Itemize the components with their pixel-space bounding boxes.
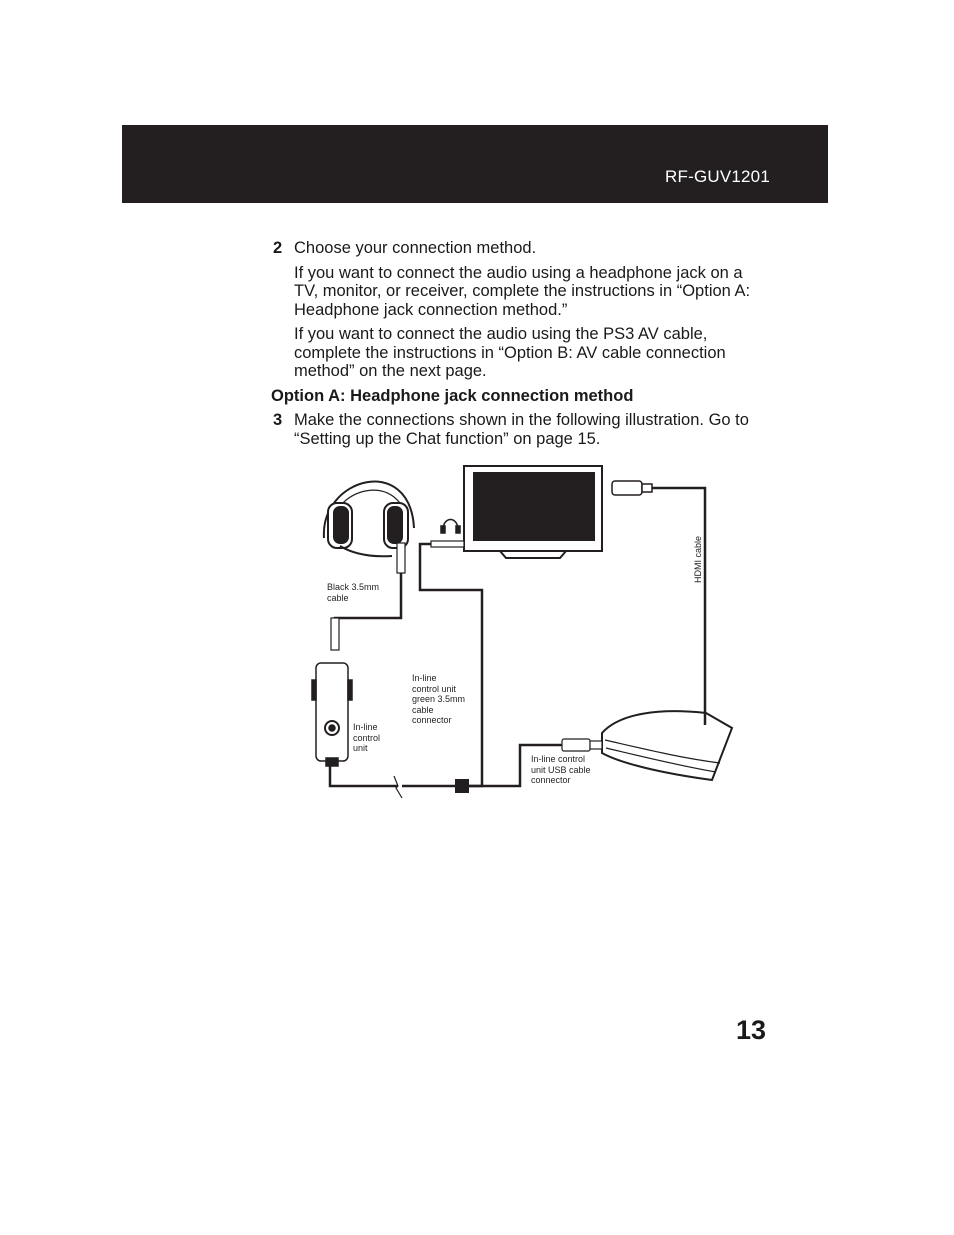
tv-icon [464, 466, 602, 558]
page-number: 13 [736, 1015, 767, 1045]
console-icon [602, 711, 732, 780]
option-b-paragraph: If you want to connect the audio using the PS3 AV cable, complete the instructions in “Option B: AV cable connection method” on the next page. [294, 325, 726, 380]
model-number: RF-GUV1201 [665, 167, 770, 186]
step-text: Choose your connection method. [294, 239, 537, 257]
instructions [271, 239, 771, 454]
step-2 [271, 239, 771, 381]
black-cable-label: Black 3.5mm cable [327, 582, 380, 603]
hdmi-plug-icon [612, 481, 652, 495]
headphone-jack-icon [441, 520, 460, 534]
control-unit-icon [312, 663, 352, 766]
step-number: 3 [273, 411, 283, 429]
step-text: Make the connections shown in the following illustration. Go to “Setting up the Chat function” on page 15. [294, 411, 749, 448]
hdmi-cable-label: HDMI cable [693, 535, 703, 583]
control-unit-label: In-line control unit [353, 722, 381, 753]
step-3 [271, 411, 771, 448]
step-number: 2 [273, 239, 283, 257]
section-heading: Option A: Headphone jack connection method [271, 386, 634, 405]
connection-illustration [300, 458, 760, 803]
option-a-paragraph: If you want to connect the audio using a headphone jack on a TV, monitor, or receiver, complete the instructions in “Option A: Headphone jack connection method.” [294, 263, 751, 319]
usb-plug-icon [562, 739, 602, 751]
header-bar [122, 125, 828, 203]
green-connector-label: In-line control unit green 3.5mm cable connector [412, 673, 466, 725]
usb-connector-label: In-line control unit USB cable connector [531, 754, 591, 785]
